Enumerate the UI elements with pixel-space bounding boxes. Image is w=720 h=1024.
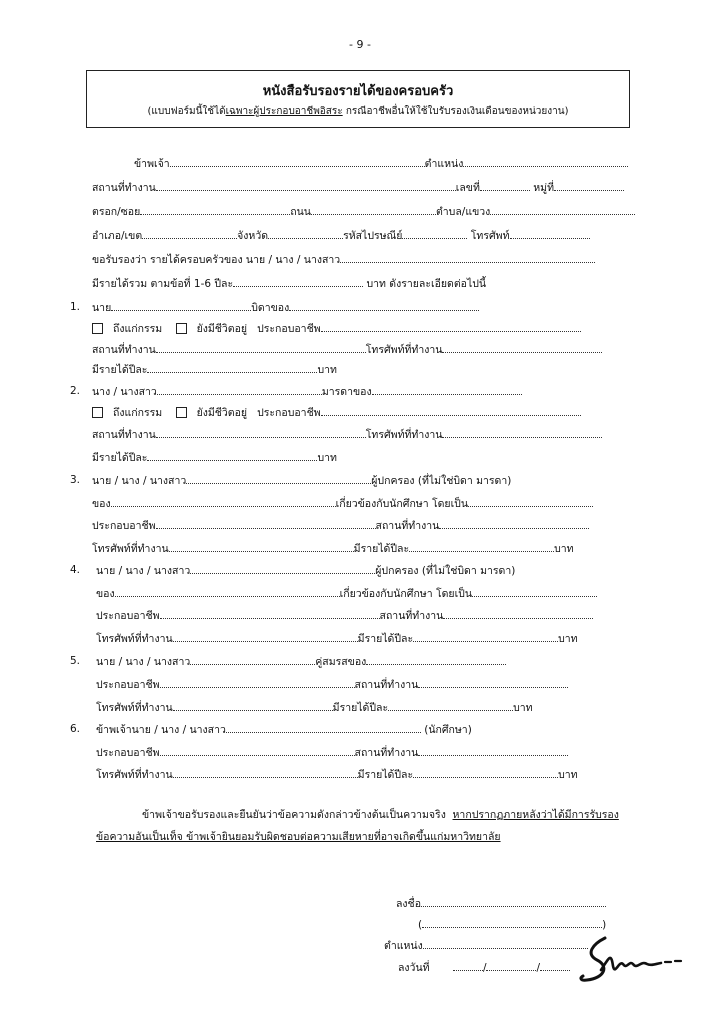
s2-field-mother-of[interactable] [372,384,522,395]
declaration-underlined-2: ข้อความอันเป็นเท็จ ข้าพเจ้ายินยอมรับผิดชอบต่อความเสียหายที่อาจเกิดขึ้นแก่มหาวิทยาลัย [96,831,501,843]
s3-label-workplace: สถานที่ทำงาน [375,520,440,532]
section6-number: 6. [70,723,81,735]
label-baht-details: บาท ดังรายละเอียดต่อไปนี้ [366,278,487,290]
form-title: หนังสือรับรองรายได้ของครอบครัว [262,84,454,99]
s2-field-income[interactable] [147,450,317,461]
s5-field-work-phone[interactable] [173,700,333,711]
field-province[interactable] [268,228,343,239]
s1-field-father-of[interactable] [289,300,479,311]
s2-field-occupation[interactable] [321,405,581,416]
field-day[interactable] [453,960,483,971]
handwritten-signature-icon [575,930,685,990]
s4-field-income[interactable] [413,631,558,642]
intro-line-2 [92,180,624,195]
s6-line-2 [96,745,568,760]
s3-field-occupation[interactable] [156,518,376,529]
sig-line-1 [396,896,606,911]
s5-line-1 [96,654,506,669]
declaration-line-2 [96,830,501,844]
s6-label-title-name: ข้าพเจ้านาย / นาง / นางสาว [96,724,226,736]
label-alley: ตรอก/ซอย [92,206,141,218]
label-house-no: เลขที่ [455,182,480,194]
s5-line-3 [96,700,533,715]
section2-number: 2. [70,385,81,397]
field-i-name[interactable] [170,156,425,167]
s4-field-occupation[interactable] [160,608,380,619]
s6-label-workplace: สถานที่ทำงาน [354,747,419,759]
s1-label-occupation: ประกอบอาชีพ [257,323,321,335]
s3-line-3 [92,518,589,533]
s3-label-related: เกี่ยวข้องกับนักศึกษา โดยเป็น [335,498,469,510]
close-paren: ) [602,919,607,931]
s6-label-baht: บาท [558,769,578,781]
label-road: ถนน [290,206,311,218]
s1-label-father: บิดาของ [251,302,290,314]
s3-line-2 [92,496,593,511]
s1-label-mr: นาย [92,302,112,314]
s4-field-work-phone[interactable] [173,631,358,642]
section5-number: 5. [70,655,81,667]
s5-label-title-name: นาย / นาง / นางสาว [96,656,191,668]
label-sign: ลงชื่อ [396,898,421,910]
s4-line-1 [96,563,515,578]
s2-line-3 [92,427,602,442]
page-number: - 9 - [349,38,371,51]
s3-field-income[interactable] [409,541,554,552]
s2-line-1 [92,384,522,399]
s3-label-income: มีรายได้ปีละ [353,543,410,555]
s6-line-1 [96,722,472,737]
field-road[interactable] [311,204,436,215]
s1-field-name[interactable] [111,300,251,311]
s1-field-income[interactable] [147,362,317,373]
s1-checkbox-deceased[interactable] [92,323,103,334]
s2-checkbox-deceased[interactable] [92,407,103,418]
s6-field-occupation[interactable] [160,745,355,756]
s4-label-title-name: นาย / นาง / นางสาว [96,565,191,577]
s6-field-work-phone[interactable] [173,767,358,778]
label-total-income: มีรายได้รวม ตามข้อที่ 1-6 ปีละ [92,278,234,290]
s4-label-baht: บาท [558,633,578,645]
field-month[interactable] [486,960,536,971]
field-district[interactable] [142,228,237,239]
s6-line-3 [96,767,578,782]
s1-checkbox-alive[interactable] [176,323,187,334]
s3-label-of: ของ [92,498,111,510]
s3-field-name[interactable] [186,473,371,484]
s3-label-baht: บาท [554,543,574,555]
intro-line-5 [92,252,595,267]
field-certify-name[interactable] [340,252,595,263]
s5-label-income: มีรายได้ปีละ [332,702,389,714]
declaration-plain: ข้าพเจ้าขอรับรองและยืนยันว่าข้อความดังกล่าวข้างต้นเป็นความจริง [142,809,446,821]
s2-label-mrs: นาง / นางสาว [92,386,157,398]
field-moo[interactable] [554,180,624,191]
s4-label-related: เกี่ยวข้องกับนักศึกษา โดยเป็น [339,588,473,600]
label-sig-position: ตำแหน่ง [384,940,423,952]
label-i-name: ข้าพเจ้า [134,158,170,170]
label-province: จังหวัด [237,230,269,242]
label-phone: โทรศัพท์ [470,230,510,242]
field-workplace[interactable] [156,180,456,191]
s4-field-of[interactable] [115,586,340,597]
s1-label-workplace: สถานที่ทำงาน [92,344,156,356]
s5-label-work-phone: โทรศัพท์ที่ทำงาน [96,702,173,714]
s6-label-work-phone: โทรศัพท์ที่ทำงาน [96,769,173,781]
subtitle-part1: (แบบฟอร์มนี้ใช้ได้ [147,106,226,117]
s6-field-income[interactable] [413,767,558,778]
open-paren: ( [418,919,423,931]
s1-field-workplace[interactable] [156,342,366,353]
intro-line-1 [134,156,628,171]
field-year[interactable] [540,960,570,971]
s4-label-income: มีรายได้ปีละ [357,633,414,645]
s1-label-work-phone: โทรศัพท์ที่ทำงาน [365,344,443,356]
s1-field-occupation[interactable] [321,321,581,332]
s2-line-4 [92,450,337,465]
declaration-line-1 [142,808,619,822]
s2-label-occupation: ประกอบอาชีพ [257,407,321,419]
section4-number: 4. [70,564,81,576]
s4-field-related[interactable] [472,586,597,597]
s1-label-baht: บาท [317,364,337,376]
field-sig-position[interactable] [423,938,588,949]
s5-field-name[interactable] [190,654,315,665]
label-moo: หมู่ที่ [533,182,555,194]
s1-line-4 [92,362,337,377]
title-box [86,70,630,128]
s2-field-name[interactable] [157,384,322,395]
declaration-underlined-1: หากปรากฏภายหลังว่าได้มีการรับรอง [452,809,619,821]
s5-field-workplace[interactable] [418,677,568,688]
s3-line-1 [92,473,511,488]
s5-label-occupation: ประกอบอาชีพ [96,679,160,691]
field-postcode[interactable] [402,228,467,239]
date-slash-2: / [536,962,541,974]
label-date: ลงวันที่ [398,962,430,974]
sig-line-4 [398,960,570,975]
label-certify: ขอรับรองว่า รายได้ครอบครัวของ นาย / นาง / นางสาว [92,254,341,266]
s1-field-work-phone[interactable] [442,342,602,353]
section1-number: 1. [70,301,81,313]
s3-field-of[interactable] [111,496,336,507]
s3-label-work-phone: โทรศัพท์ที่ทำงาน [92,543,169,555]
s3-line-4 [92,541,574,556]
s1-line-3 [92,342,602,357]
s2-field-work-phone[interactable] [442,427,602,438]
s3-label-title-name: นาย / นาง / นางสาว [92,475,187,487]
s1-line-2 [92,321,581,336]
s1-label-alive: ยังมีชีวิตอยู่ [196,323,248,335]
label-subdistrict: ตำบล/แขวง [435,206,491,218]
s6-label-occupation: ประกอบอาชีพ [96,747,160,759]
s5-label-spouse: คู่สมรสของ [315,656,367,668]
field-total-income[interactable] [233,276,363,287]
s5-line-2 [96,677,568,692]
intro-line-4 [92,228,590,243]
s1-label-deceased: ถึงแก่กรรม [113,323,163,335]
s2-checkbox-alive[interactable] [176,407,187,418]
s5-label-workplace: สถานที่ทำงาน [354,679,419,691]
s2-label-baht: บาท [317,452,337,464]
s2-label-income: มีรายได้ปีละ [92,452,148,464]
s6-field-name[interactable] [226,722,421,733]
date-slash-1: / [482,962,487,974]
s3-field-workplace[interactable] [439,518,589,529]
intro-line-6 [92,276,486,291]
label-position: ตำแหน่ง [424,158,464,170]
s4-label-occupation: ประกอบอาชีพ [96,610,160,622]
field-alley[interactable] [140,204,290,215]
s2-field-workplace[interactable] [156,427,366,438]
s3-field-related[interactable] [468,496,593,507]
s4-label-of: ของ [96,588,115,600]
s5-field-income[interactable] [388,700,513,711]
s4-line-4 [96,631,578,646]
field-subdistrict[interactable] [490,204,635,215]
s2-label-alive: ยังมีชีวิตอยู่ [196,407,248,419]
s3-label-guardian: ผู้ปกครอง (ที่ไม่ใช่บิดา มารดา) [371,475,512,487]
section3-number: 3. [70,474,81,486]
s1-line-1 [92,300,479,315]
s6-field-workplace[interactable] [418,745,568,756]
field-phone[interactable] [510,228,590,239]
s4-label-workplace: สถานที่ทำงาน [379,610,444,622]
s6-label-income: มีรายได้ปีละ [357,769,414,781]
s2-label-deceased: ถึงแก่กรรม [113,407,163,419]
label-district: อำเภอ/เขต [92,230,143,242]
s4-line-2 [96,586,597,601]
form-subtitle [87,104,629,119]
s2-label-work-phone: โทรศัพท์ที่ทำงาน [365,429,443,441]
s2-line-2 [92,405,581,420]
s6-label-student: (นักศึกษา) [424,724,472,736]
s5-field-occupation[interactable] [160,677,355,688]
field-printed-name[interactable] [422,917,602,928]
s2-label-workplace: สถานที่ทำงาน [92,429,156,441]
s2-label-mother: มารดาของ [321,386,372,398]
s4-label-work-phone: โทรศัพท์ที่ทำงาน [96,633,173,645]
s1-label-income: มีรายได้ปีละ [92,364,148,376]
sig-line-3 [384,938,588,953]
field-position[interactable] [463,156,628,167]
intro-line-3 [92,204,635,219]
s5-label-baht: บาท [513,702,533,714]
s5-field-spouse-of[interactable] [366,654,506,665]
subtitle-underlined: เฉพาะผู้ประกอบอาชีพอิสระ [225,106,343,117]
label-postcode: รหัสไปรษณีย์ [343,230,403,242]
s4-field-workplace[interactable] [443,608,593,619]
s4-field-name[interactable] [190,563,375,574]
s3-label-occupation: ประกอบอาชีพ [92,520,156,532]
s3-field-work-phone[interactable] [169,541,354,552]
s4-label-guardian: ผู้ปกครอง (ที่ไม่ใช่บิดา มารดา) [375,565,516,577]
subtitle-part2: กรณีอาชีพอื่นให้ใช้ใบรับรองเงินเดือนของหน่วยงาน) [342,106,569,117]
field-signature[interactable] [421,896,606,907]
label-workplace: สถานที่ทำงาน [92,182,156,194]
field-house-no[interactable] [480,180,530,191]
s4-line-3 [96,608,593,623]
